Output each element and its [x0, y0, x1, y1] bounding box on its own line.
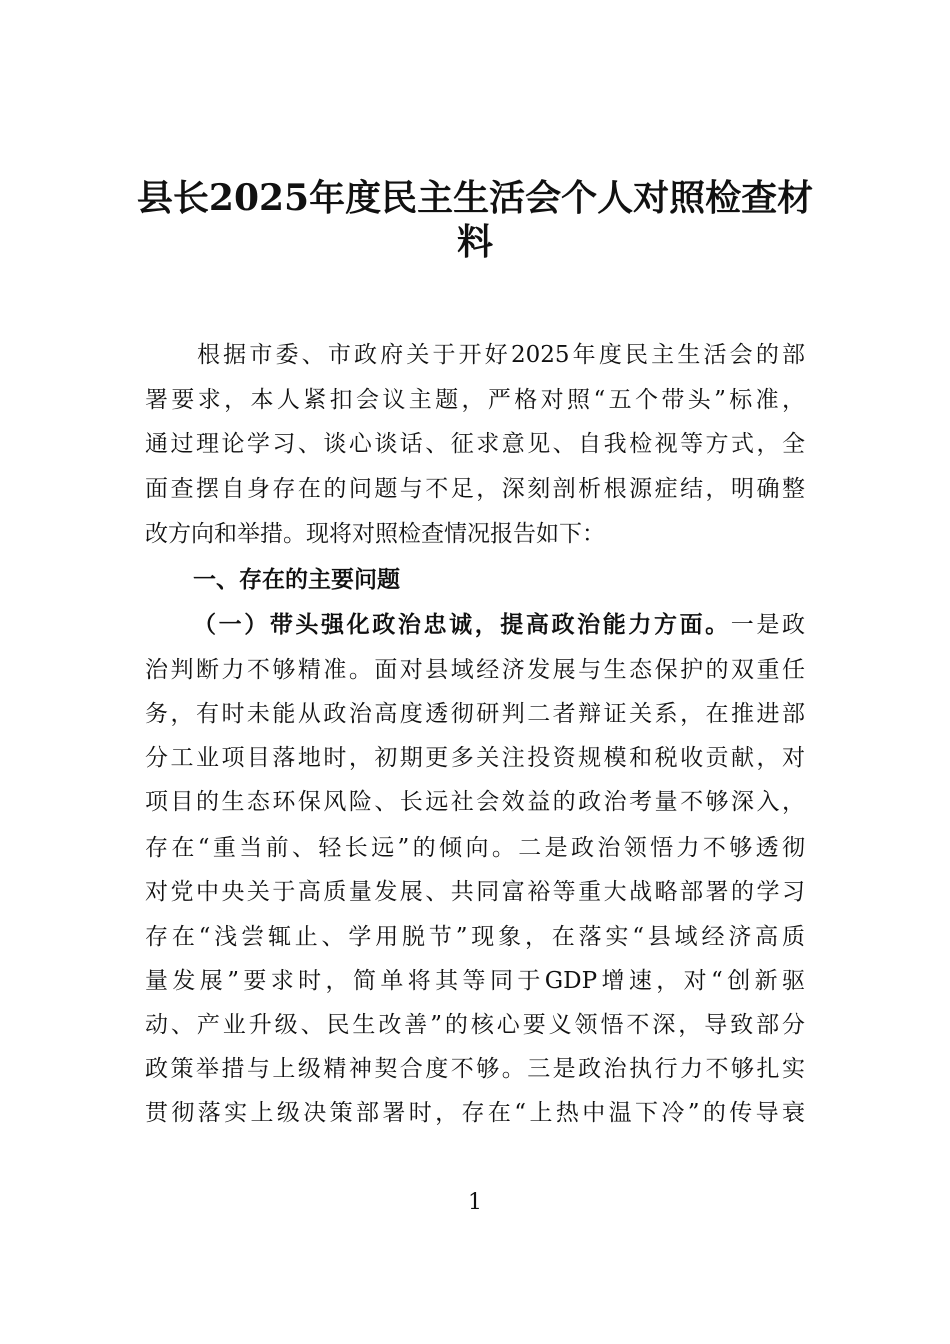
- paragraph-line: 署要求，本人紧扣会议主题，严格对照“五个带头”标准，: [145, 387, 805, 413]
- paragraph-line: 项目的生态环保风险、长远社会效益的政治考量不够深入，: [145, 789, 805, 815]
- paragraph-line: 存在“浅尝辄止、学用脱节”现象，在落实“县域经济高质: [145, 924, 805, 950]
- document-title-line1: 县长2025年度民主生活会个人对照检查材: [136, 177, 814, 219]
- paragraph-line: 对党中央关于高质量发展、共同富裕等重大战略部署的学习: [145, 879, 805, 905]
- paragraph-line: 治判断力不够精准。面对县域经济发展与生态保护的双重任: [145, 657, 805, 683]
- page-number: 1: [468, 1190, 482, 1215]
- paragraph-line: 量发展”要求时，简单将其等同于GDP增速，对“创新驱: [145, 968, 805, 994]
- paragraph-line: 贯彻落实上级决策部署时，存在“上热中温下冷”的传导衰: [145, 1100, 805, 1126]
- paragraph-line: [193, 610, 805, 640]
- paragraph-line: 政策举措与上级精神契合度不够。三是政治执行力不够扎实: [145, 1056, 805, 1082]
- paragraph-line: 动、产业升级、民生改善”的核心要义领悟不深，导致部分: [145, 1012, 805, 1038]
- paragraph-line: 通过理论学习、谈心谈话、征求意见、自我检视等方式，全: [145, 431, 805, 457]
- paragraph-line: 根据市委、市政府关于开好2025年度民主生活会的部: [197, 342, 805, 368]
- paragraph-line: 务，有时未能从政治高度透彻研判二者辩证关系，在推进部: [145, 701, 805, 727]
- paragraph-text: 一是政: [730, 612, 806, 638]
- paragraph-line: 面查摆自身存在的问题与不足，深刻剖析根源症结，明确整: [145, 476, 805, 502]
- subsection-heading: （一）带头强化政治忠诚，提高政治能力方面。: [193, 611, 731, 638]
- paragraph-line: 分工业项目落地时，初期更多关注投资规模和税收贡献，对: [145, 745, 805, 771]
- section-heading: 一、存在的主要问题: [193, 567, 400, 593]
- document-title-line2: 料: [456, 221, 493, 263]
- paragraph-line: 存在“重当前、轻长远”的倾向。二是政治领悟力不够透彻: [145, 835, 805, 861]
- paragraph-line: 改方向和举措。现将对照检查情况报告如下：: [145, 521, 605, 547]
